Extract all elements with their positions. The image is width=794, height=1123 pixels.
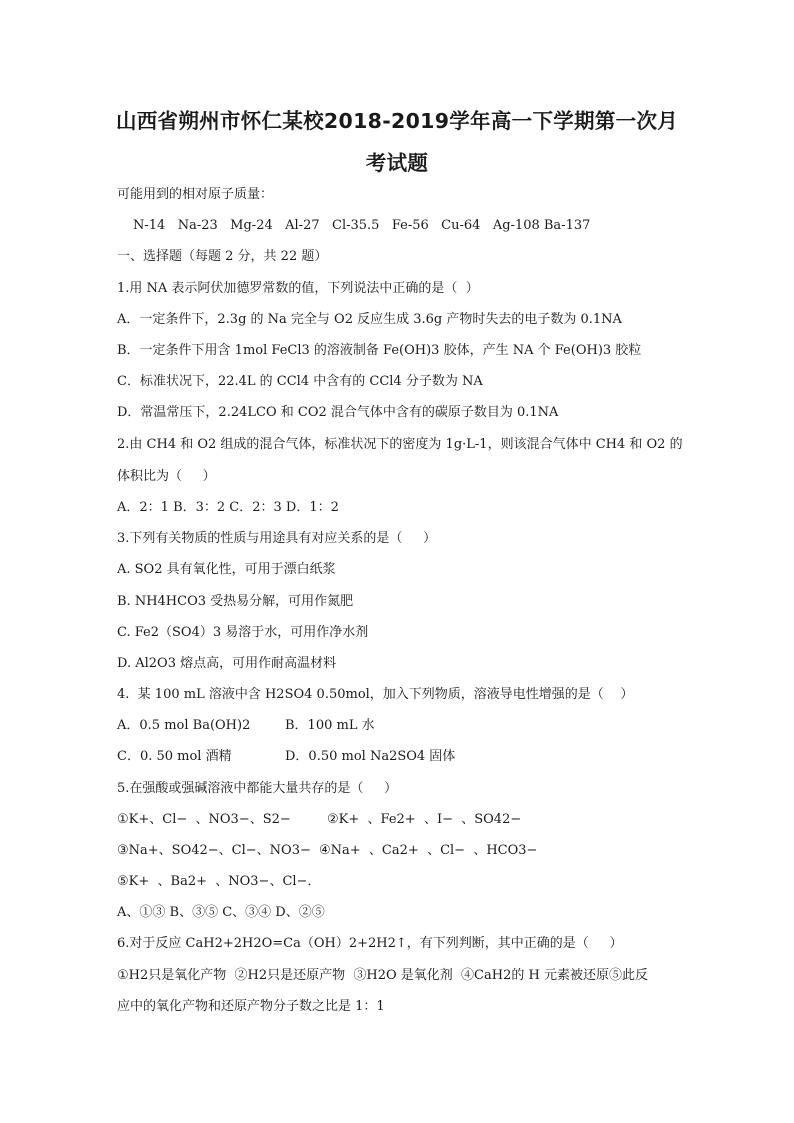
question-5-item-3: ③Na+、SO42−、Cl−、NO3− — [117, 843, 311, 858]
question-4-option-d: D．0.50 mol Na2SO4 固体 — [285, 749, 456, 764]
question-3-stem: 3.下列有关物质的性质与用途具有对应关系的是（ ） — [117, 531, 437, 546]
exam-title-continued: 考试题 — [365, 151, 429, 175]
question-2-stem-continued: 体积比为（ ） — [117, 469, 216, 484]
question-1-stem: 1.用 NA 表示阿伏加德罗常数的值，下列说法中正确的是（ ） — [117, 281, 479, 296]
question-4-option-c: C．0. 50 mol 酒精 — [117, 749, 232, 764]
question-6-statements: ①H2只是氧化产物 ②H2只是还原产物 ③H2O 是氧化剂 ④CaH2的 H 元素被还原⑤此反 — [117, 968, 648, 983]
question-2-options: A．2：1 B．3：2 C．2：3 D．1：2 — [117, 500, 339, 515]
question-5-item-1: ①K+、Cl− 、NO3−、S2− — [117, 812, 291, 827]
question-5-options: A、①③ B、③⑤ C、③④ D、②⑤ — [117, 905, 325, 920]
question-3-option-a: A. SO2 具有氧化性，可用于漂白纸浆 — [117, 562, 336, 577]
question-6-stem: 6.对于反应 CaH2+2H2O=Ca（OH）2+2H2↑，有下列判断，其中正确的是（ ） — [117, 936, 623, 951]
question-1-option-a: A．一定条件下，2.3g 的 Na 完全与 O2 反应生成 3.6g 产物时失去的电子数为 0.1NA — [117, 312, 622, 327]
atomic-mass-list: N-14 Na-23 Mg-24 Al-27 Cl-35.5 Fe-56 Cu-64 Ag-108 Ba-137 — [133, 218, 591, 233]
section-heading: 一、选择题（每题 2 分，共 22 题） — [117, 249, 328, 264]
question-5-stem: 5.在强酸或强碱溶液中都能大量共存的是（ ） — [117, 781, 398, 796]
question-6-statements-continued: 应中的氧化产物和还原产物分子数之比是 1：1 — [117, 999, 385, 1014]
question-3-option-b: B. NH4HCO3 受热易分解，可用作氮肥 — [117, 594, 354, 609]
question-4-option-a: A．0.5 mol Ba(OH)2 — [117, 718, 251, 733]
question-5-item-2: ②K+ 、Fe2+ 、I− 、SO42− — [327, 812, 522, 827]
question-5-item-4: ④Na+ 、Ca2+ 、Cl− 、HCO3− — [319, 843, 538, 858]
question-4-stem: 4. 某 100 mL 溶液中含 H2SO4 0.50mol，加入下列物质，溶液导电性增强的是（ ） — [117, 687, 634, 702]
question-5-item-5: ⑤K+ 、Ba2+ 、NO3−、Cl−． — [117, 874, 321, 889]
question-1-option-d: D．常温常压下，2.24LCO 和 CO2 混合气体中含有的碳原子数目为 0.1NA — [117, 405, 559, 420]
question-1-option-c: C．标准状况下，22.4L 的 CCl4 中含有的 CCl4 分子数为 NA — [117, 374, 483, 389]
question-3-option-d: D. Al2O3 熔点高，可用作耐高温材料 — [117, 656, 337, 671]
exam-title: 山西省朔州市怀仁某校2018-2019学年高一下学期第一次月 — [115, 109, 679, 133]
question-1-option-b: B．一定条件下用含 1mol FeCl3 的溶液制备 Fe(OH)3 胶体，产生 NA 个 Fe(OH)3 胶粒 — [117, 343, 642, 358]
question-2-stem: 2.由 CH4 和 O2 组成的混合气体，标准状况下的密度为 1g·L-1，则该混合气体中 CH4 和 O2 的 — [117, 437, 683, 452]
question-3-option-c: C. Fe2（SO4）3 易溶于水，可用作净水剂 — [117, 625, 369, 640]
question-4-option-b: B．100 mL 水 — [285, 718, 375, 733]
atomic-mass-label: 可能用到的相对原子质量： — [117, 187, 274, 202]
